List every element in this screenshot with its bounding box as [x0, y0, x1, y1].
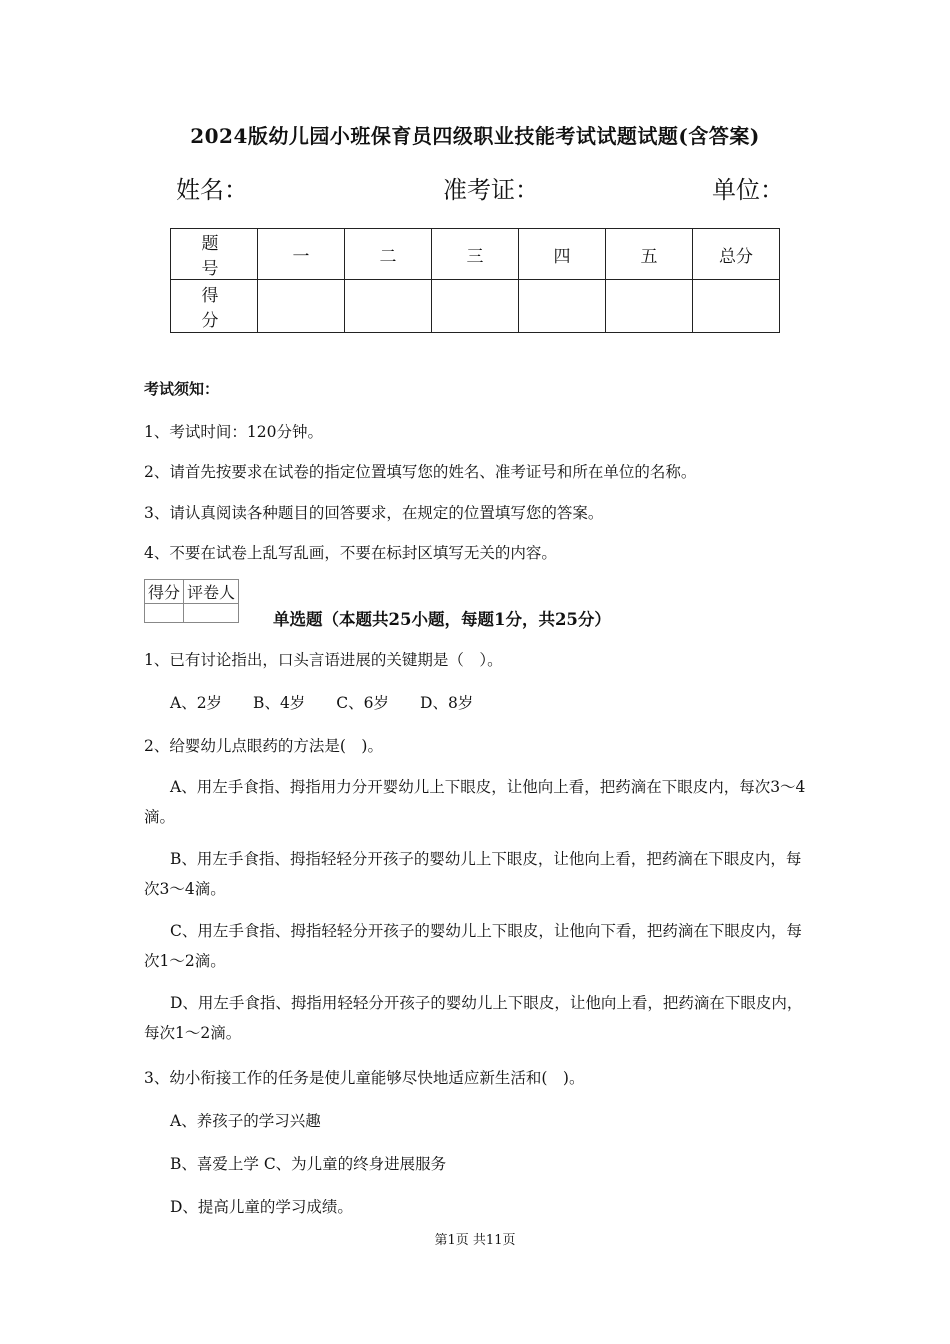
score-cell[interactable] — [519, 280, 606, 333]
score-cell[interactable] — [432, 280, 519, 333]
score-column-header: 总分 — [693, 229, 780, 280]
unit-field-label: 单位： — [712, 176, 784, 204]
question-2-option-d: D、用左手食指、拇指用轻轻分开孩子的婴幼儿上下眼皮，让他向上看，把药滴在下眼皮内，每次1～2滴。 — [144, 994, 803, 1042]
grader-box — [144, 579, 239, 623]
score-table — [170, 228, 780, 333]
page-footer: 第1页 共11页 — [434, 1233, 516, 1248]
score-cell[interactable] — [345, 280, 432, 333]
grader-name-cell[interactable] — [184, 604, 239, 623]
notice-item: 3、请认真阅读各种题目的回答要求，在规定的位置填写您的答案。 — [144, 504, 604, 522]
notice-item: 1、考试时间：120分钟。 — [144, 423, 323, 441]
question-number-label: 题 号 — [171, 229, 258, 280]
score-column-header: 二 — [345, 229, 432, 280]
question-2-option-b: B、用左手食指、拇指轻轻分开孩子的婴幼儿上下眼皮，让他向上看，把药滴在下眼皮内，每次3～4滴。 — [144, 850, 802, 898]
section-title: 单选题（本题共25小题，每题1分，共25分） — [273, 610, 611, 629]
score-cell[interactable] — [258, 280, 345, 333]
question-1-stem: 1、已有讨论指出，口头言语进展的关键期是（ ）。 — [144, 651, 503, 669]
question-1-options: A、2岁 B、4岁 C、6岁 D、8岁 — [170, 694, 474, 712]
question-3-option-bc: B、喜爱上学 C、为儿童的终身进展服务 — [170, 1155, 447, 1173]
score-cell[interactable] — [606, 280, 693, 333]
score-table-score-row — [171, 280, 780, 333]
grader-score-label: 得分 — [145, 580, 184, 604]
score-column-header: 三 — [432, 229, 519, 280]
notice-item: 4、不要在试卷上乱写乱画，不要在标封区填写无关的内容。 — [144, 544, 557, 562]
score-row-label: 得 分 — [171, 280, 258, 333]
question-2-option-a: A、用左手食指、拇指用力分开婴幼儿上下眼皮，让他向上看，把药滴在下眼皮内，每次3～4滴。 — [144, 778, 806, 826]
page-title: 2024版幼儿园小班保育员四级职业技能考试试题试题(含答案) — [190, 124, 760, 148]
question-2-stem: 2、给婴幼儿点眼药的方法是( )。 — [144, 737, 383, 755]
question-3-option-d: D、提高儿童的学习成绩。 — [170, 1198, 353, 1216]
question-3-option-a: A、养孩子的学习兴趣 — [170, 1112, 321, 1130]
score-cell[interactable] — [693, 280, 780, 333]
score-column-header: 一 — [258, 229, 345, 280]
score-table-header-row — [171, 229, 780, 280]
score-column-header: 五 — [606, 229, 693, 280]
grader-name-label: 评卷人 — [184, 580, 239, 604]
question-3-stem: 3、幼小衔接工作的任务是使儿童能够尽快地适应新生活和( )。 — [144, 1069, 585, 1087]
question-2-option-c: C、用左手食指、拇指轻轻分开孩子的婴幼儿上下眼皮，让他向下看，把药滴在下眼皮内，每次1～2滴。 — [144, 922, 802, 970]
exam-number-field-label: 准考证： — [443, 176, 539, 204]
score-column-header: 四 — [519, 229, 606, 280]
name-field-label: 姓名： — [176, 176, 248, 204]
notice-item: 2、请首先按要求在试卷的指定位置填写您的姓名、准考证号和所在单位的名称。 — [144, 463, 697, 481]
grader-score-cell[interactable] — [145, 604, 184, 623]
notice-title: 考试须知： — [144, 380, 220, 398]
